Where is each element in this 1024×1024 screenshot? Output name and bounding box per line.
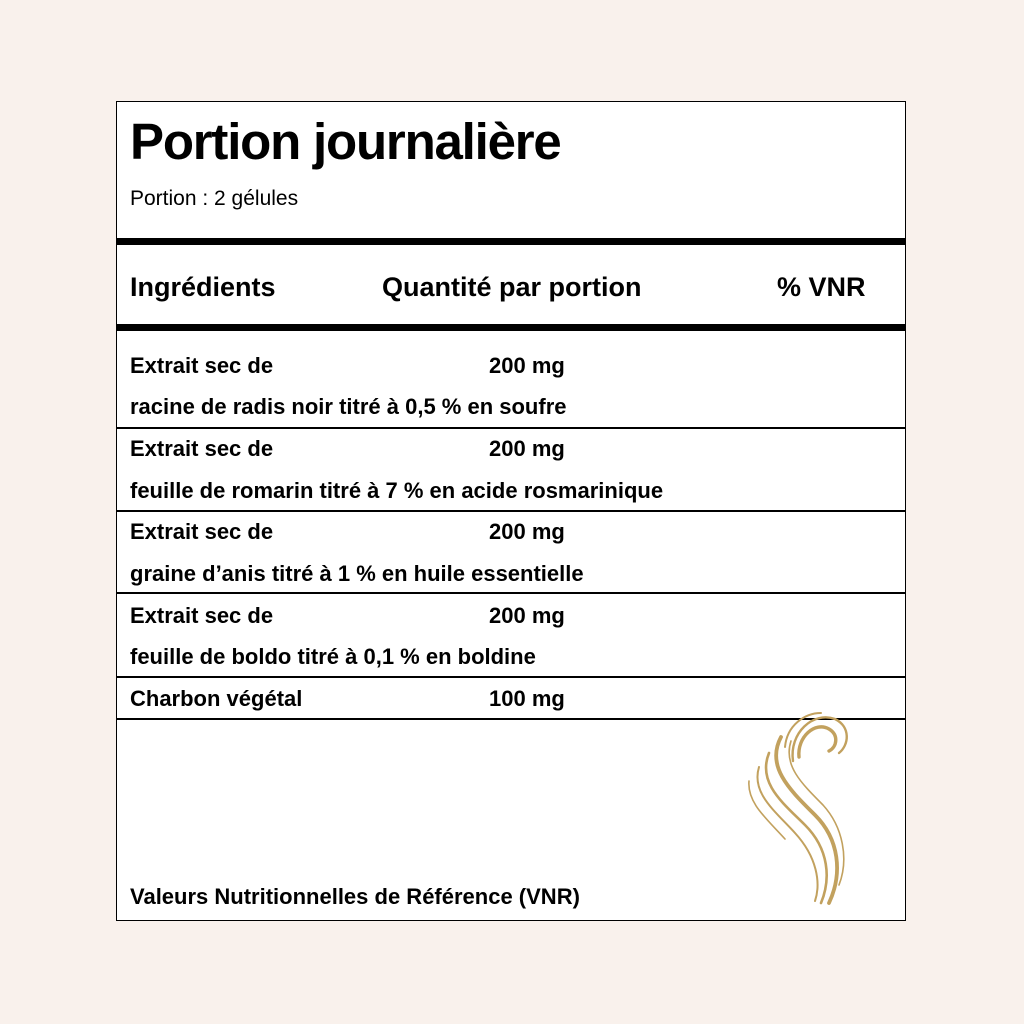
row-divider <box>117 427 905 429</box>
ingredient-quantity: 200 mg <box>489 519 565 544</box>
row-divider <box>117 510 905 512</box>
ingredient-detail: racine de radis noir titré à 0,5 % en soufre <box>130 394 567 419</box>
ingredient-name: Extrait sec de <box>130 353 274 378</box>
ingredient-quantity: 200 mg <box>489 353 565 378</box>
row-divider <box>117 676 905 678</box>
header-divider-top <box>117 238 905 245</box>
column-header-ingredients: Ingrédients <box>130 272 276 302</box>
header-divider-bottom <box>117 324 905 331</box>
row-divider <box>117 592 905 594</box>
gold-s-swirl-logo-icon <box>735 707 851 907</box>
column-header-quantity: Quantité par portion <box>382 272 642 302</box>
ingredient-name: Extrait sec de <box>130 603 274 628</box>
ingredient-detail: feuille de romarin titré à 7 % en acide rosmarinique <box>130 478 664 503</box>
ingredient-detail: feuille de boldo titré à 0,1 % en boldine <box>130 644 536 669</box>
nutrition-panel <box>116 101 906 921</box>
ingredient-name: Extrait sec de <box>130 519 274 544</box>
ingredient-quantity: 200 mg <box>489 603 565 628</box>
ingredient-quantity: 200 mg <box>489 436 565 461</box>
ingredient-name: Extrait sec de <box>130 436 274 461</box>
ingredient-name: Charbon végétal <box>130 686 303 711</box>
vnr-footnote: Valeurs Nutritionnelles de Référence (VNR) <box>130 884 580 909</box>
column-header-vnr: % VNR <box>777 272 866 302</box>
serving-size: Portion : 2 gélules <box>130 187 299 210</box>
ingredient-quantity: 100 mg <box>489 686 565 711</box>
panel-title: Portion journalière <box>130 113 561 170</box>
ingredient-detail: graine d’anis titré à 1 % en huile essentielle <box>130 561 584 586</box>
